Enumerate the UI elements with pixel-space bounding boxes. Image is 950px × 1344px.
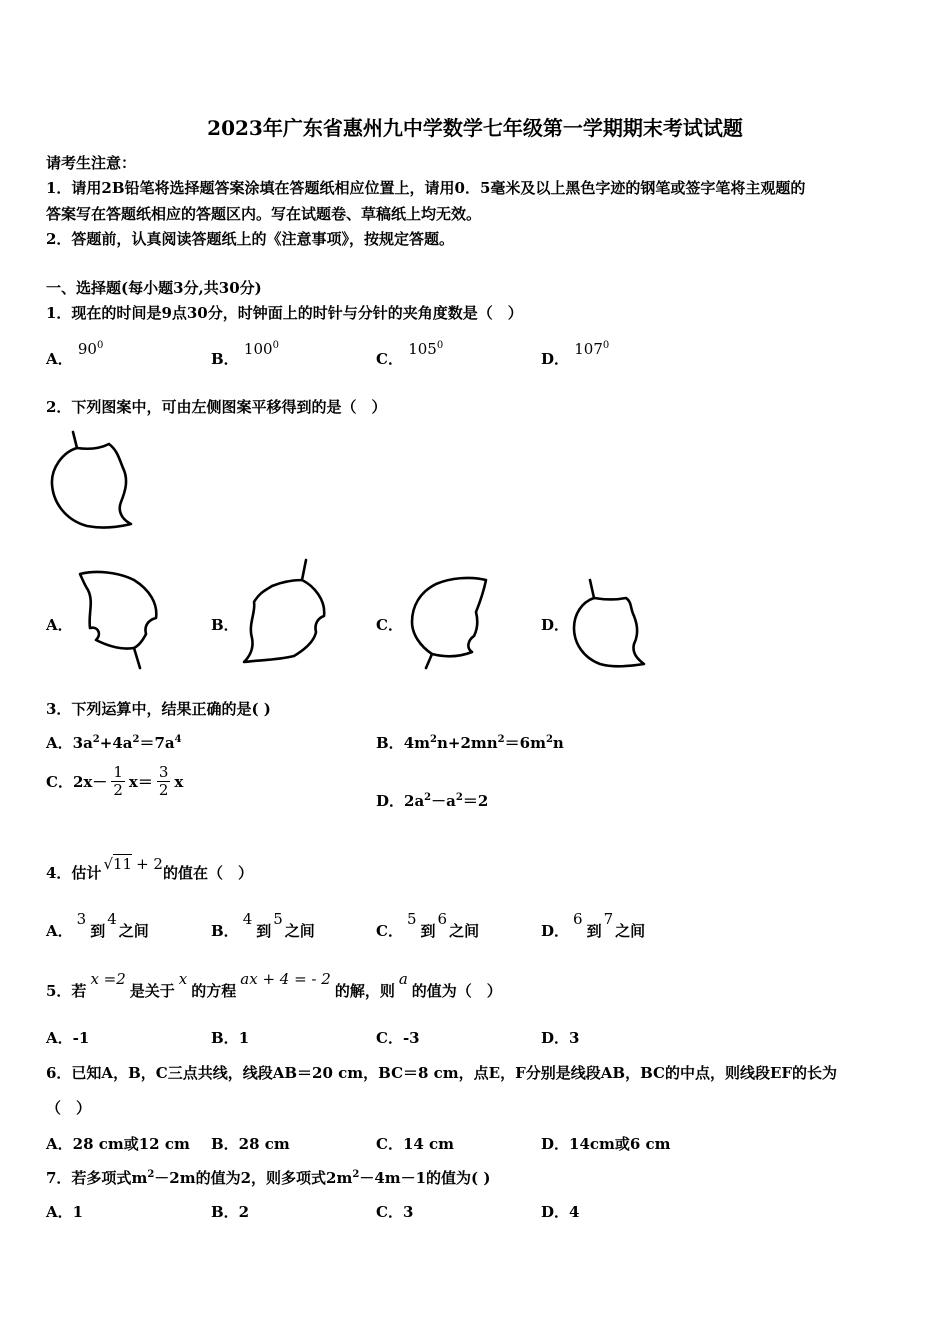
between-text: 之间 (615, 922, 646, 940)
expr-part: 2a (404, 792, 425, 810)
q4-option-b (211, 910, 315, 941)
q2-label-d: D． (541, 616, 570, 634)
exponent: 2 (424, 792, 432, 803)
expr-part: n+2mn (436, 734, 498, 752)
q6-stem-2: （ ） (46, 1099, 92, 1117)
numerator: 1 (113, 763, 123, 781)
option-value (408, 340, 443, 358)
q2-label-c: C． (376, 616, 403, 634)
sqrt-sign: √ (103, 855, 113, 873)
degree-sup: 0 (436, 340, 444, 351)
expr-part: 3a (72, 734, 93, 752)
range-from: 5 (406, 910, 417, 928)
q6-option-d: D．14cm或6 cm (541, 1135, 671, 1153)
range-from: 6 (573, 910, 583, 928)
q3-option-b (376, 732, 564, 753)
degree-number: 90 (77, 340, 97, 358)
exponent: 2 (497, 734, 505, 745)
fraction-one-half (111, 764, 125, 800)
q7-option-b: B．2 (211, 1203, 250, 1221)
option-label: C． (376, 1029, 403, 1047)
between-text: 之间 (284, 922, 315, 940)
q6-stem: 6．已知A，B，C三点共线，线段AB＝20 cm，BC＝8 cm，点E，F分别是线段AB，BC的中点，则线段EF的长为 (46, 1064, 838, 1082)
option-label: C． (376, 922, 403, 940)
dao-text: 到 (420, 922, 436, 940)
q2-stem: 2．下列图案中，可由左侧图案平移得到的是（ ） (46, 398, 387, 416)
expr-part: ＝7a (139, 734, 175, 752)
q1-stem: 1．现在的时间是9点30分，时钟面上的时针与分针的夹角度数是（ ） (46, 304, 523, 322)
option-label: B． (376, 734, 404, 752)
math-x: x (178, 970, 188, 988)
option-label: B． (211, 922, 239, 940)
denominator: 2 (158, 781, 169, 800)
q6-option-b: B．28 cm (211, 1135, 290, 1153)
leaf-option-c (406, 572, 492, 672)
q5-stem (46, 970, 502, 1001)
degree-sup: 0 (96, 340, 104, 351)
q2-label-b: B． (211, 616, 239, 634)
between-text: 之间 (449, 922, 480, 940)
dao-text: 到 (256, 922, 272, 940)
between-text: 之间 (118, 922, 149, 940)
radicand: 11 (113, 855, 133, 873)
stem-text: －2m的值为2，则多项式2m (154, 1169, 353, 1187)
notice-heading: 请考生注意： (46, 154, 137, 172)
q3-option-c (46, 764, 183, 800)
q3-option-d (376, 790, 488, 811)
expr-part: x＝ (128, 773, 153, 792)
exponent: 2 (147, 1169, 155, 1180)
q7-option-d: D．4 (541, 1203, 580, 1221)
notice-line-1: 1．请用2B铅笔将选择题答案涂填在答题纸相应位置上，请用0．5毫米及以上黑色字迹的钢笔或签字笔将主观题的 (46, 179, 806, 197)
exponent: 4 (174, 734, 182, 745)
degree-sup: 0 (272, 340, 279, 351)
range-to: 6 (437, 910, 448, 928)
leaf-option-a (74, 568, 164, 672)
q4-option-c (376, 910, 480, 941)
stem-text: 的值在（ ） (162, 864, 253, 882)
option-label: A． (46, 1029, 73, 1047)
exponent: 2 (132, 734, 140, 745)
q7-option-c: C．3 (376, 1203, 414, 1221)
expr-part: n (552, 734, 564, 752)
option-value (244, 340, 279, 358)
stem-text: 的值为（ ） (411, 982, 502, 1000)
option-value: 1 (238, 1029, 250, 1047)
q3-stem: 3．下列运算中，结果正确的是( ) (46, 700, 271, 718)
expr-part: x (174, 772, 184, 791)
math-equation: ax + 4 = - 2 (240, 970, 331, 988)
q6-option-c: C．14 cm (376, 1135, 455, 1153)
range-to: 4 (107, 910, 117, 928)
expr-part: ＝6m (504, 734, 546, 752)
degree-number: 107 (574, 340, 603, 358)
expr-part: ＝2 (462, 792, 489, 810)
stem-text: 是关于 (129, 982, 175, 1000)
q1-option-a (46, 340, 104, 369)
option-value: 3 (569, 1029, 580, 1047)
q7-option-a: A．1 (46, 1203, 84, 1221)
fraction-three-halves (157, 764, 171, 800)
q1-option-c (376, 340, 444, 369)
math-x-equals-2: x =2 (90, 970, 126, 988)
range-to: 5 (273, 910, 283, 928)
expr-part: 4m (403, 734, 430, 752)
degree-number: 105 (408, 340, 437, 358)
reference-leaf-figure (45, 428, 137, 532)
denominator: 2 (113, 781, 123, 800)
dao-text: 到 (90, 922, 106, 940)
q5-option-c (376, 1027, 420, 1048)
numerator: 3 (158, 763, 169, 781)
option-label: D． (541, 922, 570, 940)
q7-stem (46, 1167, 490, 1188)
stem-text: 5．若 (46, 982, 87, 1000)
leaf-option-d (568, 578, 650, 672)
q4-option-d (541, 910, 646, 941)
expr-part: +4a (99, 734, 133, 752)
option-label: B． (211, 1029, 239, 1047)
exponent: 2 (545, 734, 553, 745)
option-label: B． (211, 350, 239, 368)
option-label: D． (376, 792, 405, 810)
option-value (78, 340, 103, 358)
degree-sup: 0 (602, 340, 610, 351)
notice-line-1b: 答案写在答题纸相应的答题区内。写在试题卷、草稿纸上均无效。 (46, 205, 482, 223)
q4-option-a (46, 910, 149, 941)
exponent: 2 (455, 792, 463, 803)
q5-option-a (46, 1027, 89, 1048)
option-label: C． (376, 350, 403, 368)
option-value (574, 340, 609, 358)
exponent: 2 (352, 1169, 360, 1180)
dao-text: 到 (586, 922, 602, 940)
option-label: D． (541, 1029, 570, 1047)
q5-option-d (541, 1027, 579, 1048)
notice-line-2: 2．答题前，认真阅读答题纸上的《注意事项》，按规定答题。 (46, 230, 454, 248)
q4-stem (46, 855, 253, 883)
q2-label-a: A． (46, 616, 73, 634)
math-a: a (398, 970, 408, 988)
option-label: D． (541, 350, 570, 368)
expr-part: 2x－ (72, 773, 108, 792)
range-from: 3 (76, 910, 87, 928)
option-label: A． (46, 922, 73, 940)
option-label: C． (46, 773, 73, 792)
q3-option-a (46, 732, 182, 753)
degree-number: 100 (243, 340, 273, 358)
stem-text: 4．估计 (46, 864, 102, 882)
leaf-option-b (238, 558, 332, 666)
q1-option-b (211, 340, 279, 369)
stem-text: 的解，则 (334, 982, 395, 1000)
page-title: 2023年广东省惠州九中学数学七年级第一学期期末考试试题 (207, 116, 743, 140)
stem-text: －4m－1的值为( ) (359, 1169, 491, 1187)
section-heading: 一、选择题(每小题3分,共30分) (46, 279, 262, 297)
q6-option-a: A．28 cm或12 cm (46, 1135, 190, 1153)
exponent: 2 (430, 734, 437, 745)
option-label: A． (46, 350, 73, 368)
option-value: -1 (72, 1029, 90, 1047)
stem-text: 7．若多项式m (46, 1169, 148, 1187)
expr-part: －a (431, 792, 456, 810)
exponent: 2 (92, 734, 100, 745)
sqrt-expression (103, 855, 163, 873)
stem-text: 的方程 (191, 982, 237, 1000)
range-to: 7 (603, 910, 614, 928)
option-value: -3 (402, 1029, 420, 1047)
q1-option-d (541, 340, 610, 369)
q5-option-b (211, 1027, 249, 1048)
option-label: A． (46, 734, 73, 752)
plus-term: + 2 (136, 855, 163, 873)
range-from: 4 (242, 910, 253, 928)
